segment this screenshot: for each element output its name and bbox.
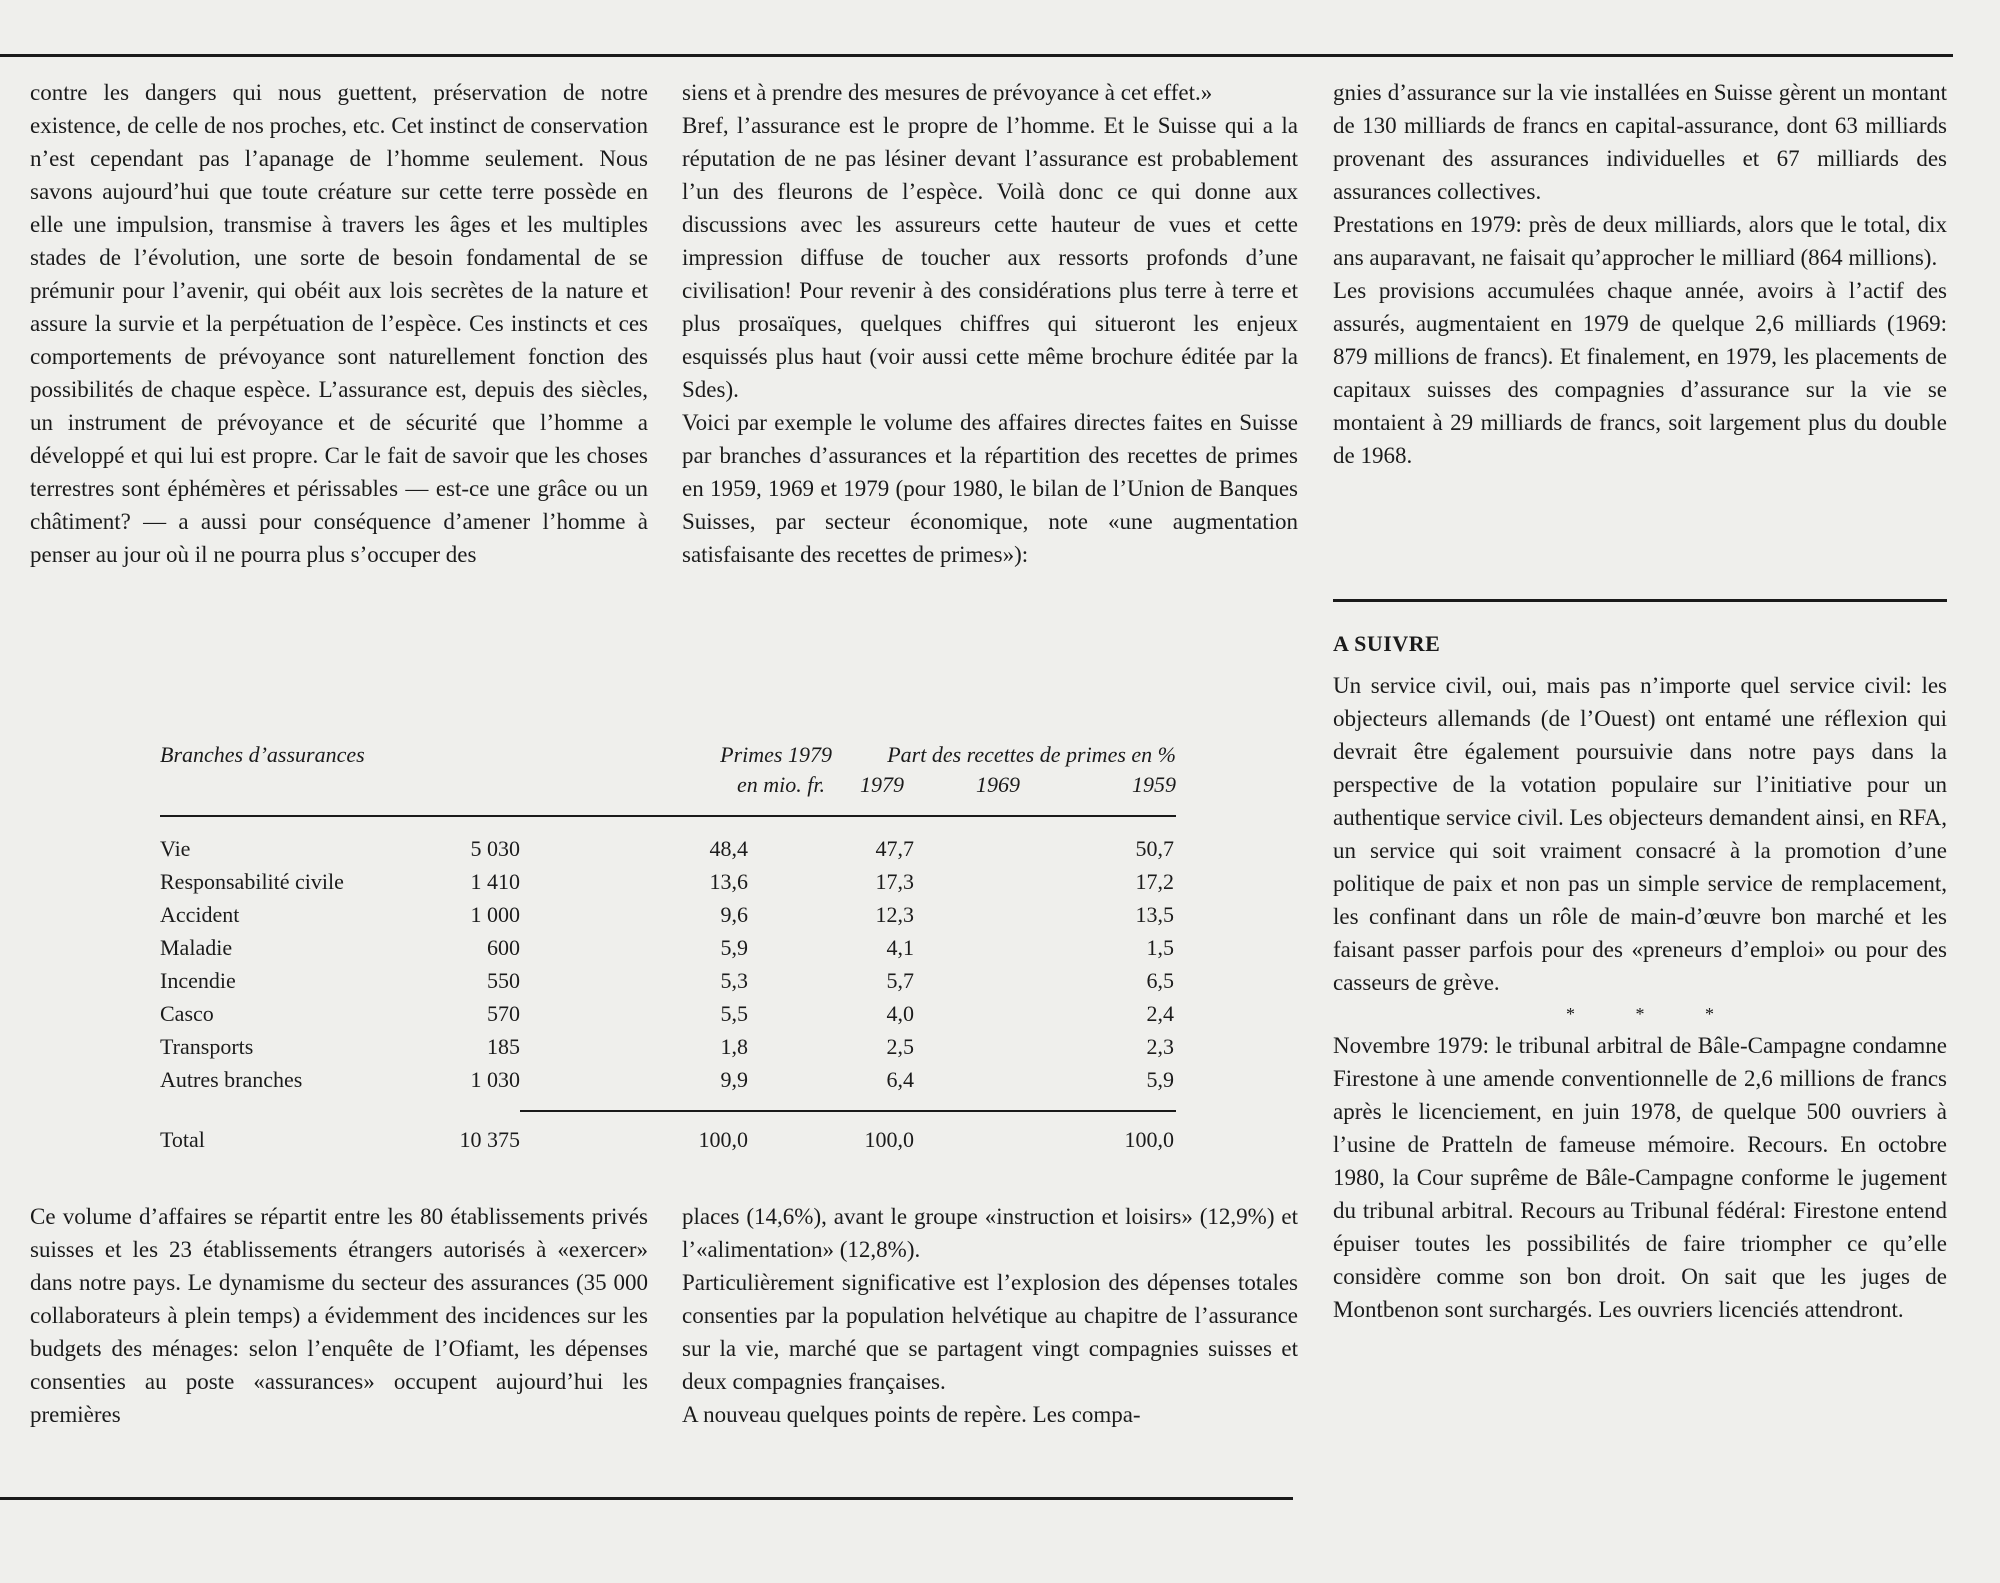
column-2-paragraph-1: siens et à prendre des mesures de prévoyance à cet effet.»: [682, 80, 1213, 105]
cell-primes: 600: [487, 935, 520, 960]
cell-total-1979: 100,0: [698, 1127, 748, 1152]
column-2-top: [682, 76, 1298, 571]
table-row: [160, 1030, 1176, 1063]
cell-1969: 4,1: [886, 935, 914, 960]
cell-1969: 5,7: [886, 968, 914, 993]
cell-branch: Accident: [160, 902, 240, 927]
a-suivre-section: [1333, 627, 1947, 1326]
cell-1959: 50,7: [1135, 836, 1174, 861]
column-2-bottom-paragraph-2: Particulièrement significative est l’explosion des dépenses totales consenties par la population helvétique au chapitre de l’assurance sur la vie, marché que se partagent vingt compagnies suisses et deux compagnies françaises.: [682, 1270, 1298, 1394]
cell-1969: 17,3: [875, 869, 914, 894]
cell-1969: 2,5: [886, 1034, 914, 1059]
cell-1959: 2,4: [1146, 1001, 1174, 1026]
a-suivre-paragraph-2: Novembre 1979: le tribunal arbitral de Bâle-Campagne condamne Firestone à une amende conventionnelle de 2,6 millions de francs après le licenciement, en juin 1978, de quelque 500 ouvriers à l’usine de Pratteln de fameuse mémoire. Recours. En octobre 1980, la Cour suprême de Bâle-Campagne conforme le jugement du tribunal arbitral. Recours au Tribunal fédéral: Firestone entend épuiser toutes les possibilités de faire triompher ce qu’elle considère comme son bon droit. On sait que les juges de Montbenon sont surchargés. Les ouvriers licenciés attendront.: [1333, 1033, 1947, 1322]
cell-branch: Incendie: [160, 968, 236, 993]
header-primes-line1: Primes 1979: [720, 742, 832, 767]
table-row: [160, 865, 1176, 898]
table-total-row: [160, 1123, 1176, 1156]
cell-1959: 13,5: [1135, 902, 1174, 927]
cell-1959: 1,5: [1146, 935, 1174, 960]
table-row: [160, 997, 1176, 1030]
cell-1979: 5,3: [720, 968, 748, 993]
cell-1979: 48,4: [709, 836, 748, 861]
column-3-paragraph-3: Les provisions accumulées chaque année, avoirs à l’actif des assurés, augmentaient en 1979 de quelque 2,6 milliards (1969: 879 millions de francs). Et finalement, en 1979, les placements de capitaux suisses des compagnies d’assurance sur la vie se montaient à 29 milliards de francs, soit largement plus du double de 1968.: [1333, 278, 1947, 468]
column-2-paragraph-2: Bref, l’assurance est le propre de l’homme. Et le Suisse qui a la réputation de ne pas lésiner devant l’assurance est probablement l’un des fleurons de l’espèce. Voilà donc ce qui donne aux discussions avec les assureurs cette hauteur de vues et cette impression diffuse de toucher aux ressorts profonds d’une civilisation! Pour revenir à des considérations plus terre à terre et plus prosaïques, quelques chiffres qui situeront les enjeux esquissés plus haut (voir aussi cette même brochure éditée par la Sdes).: [682, 113, 1298, 402]
header-branches: Branches d’assurances: [160, 742, 365, 767]
cell-primes: 5 030: [470, 836, 520, 861]
header-1959: 1959: [1132, 772, 1176, 797]
column-1-bottom: [30, 1200, 648, 1431]
cell-total-primes: 10 375: [459, 1127, 520, 1152]
header-part: Part des recettes de primes en %: [887, 742, 1176, 767]
column-1-bottom-paragraph: Ce volume d’affaires se répartit entre les 80 établissements privés suisses et les 23 établissements étrangers autorisés à «exercer» dans notre pays. Le dynamisme du secteur des assurances (35 000 collaborateurs à plein temps) a évidemment des incidences sur les budgets des ménages: selon l’enquête de l’Ofiamt, les dépenses consenties au poste «assurances» occupent aujourd’hui les premières: [30, 1204, 648, 1427]
table-row: [160, 931, 1176, 964]
cell-total-label: Total: [160, 1127, 205, 1152]
header-primes-line2: en mio. fr.: [737, 772, 825, 797]
cell-1959: 2,3: [1146, 1034, 1174, 1059]
cell-1959: 5,9: [1146, 1067, 1174, 1092]
header-1979: 1979: [860, 772, 904, 797]
cell-primes: 570: [487, 1001, 520, 1026]
column-3-paragraph-1: gnies d’assurance sur la vie installées en Suisse gèrent un montant de 130 milliards de francs en capital-assurance, dont 63 milliards provenant des assurances individuelles et 67 milliards des assurances collectives.: [1333, 80, 1947, 204]
cell-1979: 9,9: [720, 1067, 748, 1092]
column-2-paragraph-3: Voici par exemple le volume des affaires directes faites en Suisse par branches d’assurances et la répartition des recettes de primes en 1959, 1969 et 1979 (pour 1980, le bilan de l’Union de Banques Suisses, par secteur économique, note «une augmentation satisfaisante des recettes de primes»):: [682, 410, 1298, 567]
table-row: [160, 832, 1176, 865]
column-2-bottom-paragraph-1: places (14,6%), avant le groupe «instruction et loisirs» (12,9%) et l’«alimentation» (12,8%).: [682, 1204, 1298, 1262]
cell-1969: 47,7: [875, 836, 914, 861]
cell-branch: Responsabilité civile: [160, 869, 344, 894]
column-3-top: [1333, 76, 1947, 472]
a-suivre-paragraph-1: Un service civil, oui, mais pas n’importe quel service civil: les objecteurs allemands (de l’Ouest) ont entamé une réflexion qui devrait être également poursuivie dans notre pays dans la perspective de la votation populaire sur l’initiative pour un authentique service civil. Les objecteurs demandent ainsi, en RFA, un service qui soit vraiment consacré à la promotion d’une politique de paix et non pas un simple service de remplacement, les confinant dans un rôle de main-d’œuvre bon marché et les faisant passer parfois pour des «preneurs d’emploi» ou pour des casseurs de grève.: [1333, 673, 1947, 995]
cell-1979: 5,5: [720, 1001, 748, 1026]
cell-1969: 4,0: [886, 1001, 914, 1026]
cell-1979: 13,6: [709, 869, 748, 894]
column-1-paragraph: contre les dangers qui nous guettent, préservation de notre existence, de celle de nos proches, etc. Cet instinct de conservation n’est cependant pas l’apanage de l’homme seulement. Nous savons aujourd’hui que toute créature sur cette terre possède en elle une impulsion, transmise à travers les âges et les multiples stades de l’évolution, une sorte de besoin fondamental de se prémunir pour l’avenir, qui obéit aux lois secrètes de la nature et assure la survie et la perpétuation de l’espèce. Ces instincts et ces comportements de prévoyance sont naturellement fonction des possibilités de chaque espèce. L’assurance est, depuis des siècles, un instrument de prévoyance et de sécurité que l’homme a développé et qui lui est propre. Car le fait de savoir que les choses terrestres sont éphémères et périssables — est-ce une grâce ou un châtiment? — a aussi pour conséquence d’amener l’homme à penser au jour où il ne pourra plus s’occuper des: [30, 80, 648, 567]
section-heading: A SUIVRE: [1333, 631, 1441, 656]
bottom-rule: [0, 1497, 1293, 1500]
cell-1959: 17,2: [1135, 869, 1174, 894]
header-1969: 1969: [976, 772, 1020, 797]
cell-1979: 5,9: [720, 935, 748, 960]
table-row: [160, 898, 1176, 931]
column-2-bottom-paragraph-3: A nouveau quelques points de repère. Les compa-: [682, 1402, 1141, 1427]
column-2-bottom: [682, 1200, 1298, 1431]
column-1-top: [30, 76, 648, 571]
table-row: [160, 964, 1176, 997]
section-rule: [1333, 599, 1947, 602]
cell-primes: 550: [487, 968, 520, 993]
cell-total-1959: 100,0: [1124, 1127, 1174, 1152]
cell-primes: 185: [487, 1034, 520, 1059]
separator-stars: * * *: [1566, 1004, 1742, 1024]
cell-1979: 1,8: [720, 1034, 748, 1059]
cell-branch: Autres branches: [160, 1067, 303, 1092]
cell-1969: 12,3: [875, 902, 914, 927]
cell-total-1969: 100,0: [864, 1127, 914, 1152]
top-rule: [0, 54, 1953, 57]
cell-branch: Vie: [160, 836, 191, 861]
cell-branch: Casco: [160, 1001, 214, 1026]
cell-branch: Transports: [160, 1034, 254, 1059]
table-total-rule: [520, 1110, 1176, 1112]
cell-1979: 9,6: [720, 902, 748, 927]
cell-branch: Maladie: [160, 935, 233, 960]
table-top-rule: [160, 815, 1176, 817]
cell-1959: 6,5: [1146, 968, 1174, 993]
column-3-paragraph-2: Prestations en 1979: près de deux milliards, alors que le total, dix ans auparavant, ne faisait qu’approcher le milliard (864 millions).: [1333, 212, 1947, 270]
table-row: [160, 1063, 1176, 1096]
cell-primes: 1 000: [470, 902, 520, 927]
cell-primes: 1 030: [470, 1067, 520, 1092]
cell-1969: 6,4: [886, 1067, 914, 1092]
cell-primes: 1 410: [470, 869, 520, 894]
